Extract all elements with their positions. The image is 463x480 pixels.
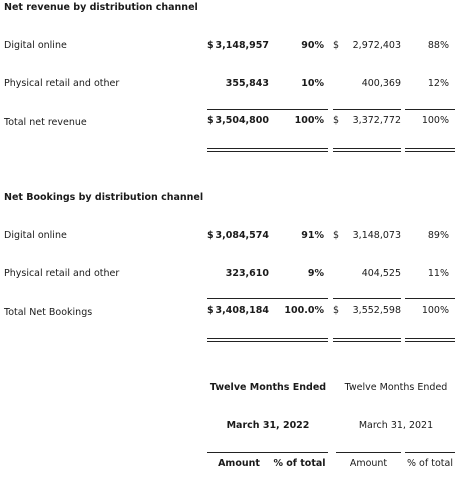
header-rule xyxy=(207,452,271,453)
revenue-total-amount-b: 3,372,772 xyxy=(352,115,401,126)
bookings-row-label: Physical retail and other xyxy=(4,268,120,279)
total-double-rule xyxy=(333,338,401,342)
bookings-total-amount-a: 3,408,184 xyxy=(215,305,269,316)
revenue-total-label: Total net revenue xyxy=(4,117,87,128)
amount-header-a: Amount xyxy=(218,458,260,469)
subtotal-rule xyxy=(207,109,271,110)
bookings-row-pct-a: 91% xyxy=(301,230,324,241)
revenue-row-amount-b: 2,972,403 xyxy=(352,40,401,51)
bookings-row-pct-a: 9% xyxy=(307,268,324,279)
bookings-total-amount-b: 3,552,598 xyxy=(352,305,401,316)
subtotal-rule xyxy=(333,298,401,299)
bookings-row-amount-b: 404,525 xyxy=(361,268,401,279)
revenue-row-pct-b: 88% xyxy=(427,40,449,51)
total-double-rule xyxy=(405,338,455,342)
total-double-rule xyxy=(271,148,328,152)
total-double-rule xyxy=(207,148,271,152)
subtotal-rule xyxy=(271,298,328,299)
revenue-heading: Net revenue by distribution channel xyxy=(4,2,198,13)
revenue-row-pct-b: 12% xyxy=(427,78,449,89)
bookings-row-label: Digital online xyxy=(4,230,67,241)
bookings-total-pct-a: 100.0% xyxy=(284,305,324,316)
bookings-row-currency-b: $ xyxy=(333,230,340,241)
revenue-total-currency-b: $ xyxy=(333,115,340,126)
total-double-rule xyxy=(207,338,271,342)
bookings-row-pct-b: 89% xyxy=(427,230,449,241)
bookings-row-amount-b: 3,148,073 xyxy=(352,230,401,241)
header-rule xyxy=(271,452,328,453)
header-rule xyxy=(405,452,455,453)
subtotal-rule xyxy=(405,298,455,299)
amount-header-b: Amount xyxy=(349,458,388,469)
subtotal-rule xyxy=(405,109,455,110)
revenue-row-amount-a: 3,148,957 xyxy=(215,40,269,51)
revenue-total-amount-a: 3,504,800 xyxy=(215,115,269,126)
subtotal-rule xyxy=(271,109,328,110)
period-header-a: Twelve Months Ended xyxy=(209,382,327,393)
revenue-total-pct-b: 100% xyxy=(421,115,449,126)
bookings-total-currency-b: $ xyxy=(333,305,340,316)
header-rule xyxy=(336,452,401,453)
date-header-b: March 31, 2021 xyxy=(358,420,434,431)
revenue-row-amount-b: 400,369 xyxy=(361,78,401,89)
total-double-rule xyxy=(405,148,455,152)
bookings-row-amount-a: 323,610 xyxy=(225,268,269,279)
revenue-total-currency-a: $ xyxy=(207,115,214,126)
bookings-row-pct-b: 11% xyxy=(427,268,449,279)
revenue-row-currency-b: $ xyxy=(333,40,340,51)
revenue-row-pct-a: 90% xyxy=(301,40,324,51)
pct-header-a: % of total xyxy=(273,458,326,469)
revenue-row-label: Physical retail and other xyxy=(4,78,120,89)
bookings-total-pct-b: 100% xyxy=(421,305,449,316)
pct-header-b: % of total xyxy=(407,458,453,469)
bookings-total-label: Total Net Bookings xyxy=(4,307,93,318)
date-header-a: March 31, 2022 xyxy=(226,420,310,431)
revenue-row-amount-a: 355,843 xyxy=(225,78,269,89)
revenue-row-label: Digital online xyxy=(4,40,67,51)
subtotal-rule xyxy=(207,298,271,299)
bookings-row-amount-a: 3,084,574 xyxy=(215,230,269,241)
bookings-heading: Net Bookings by distribution channel xyxy=(4,192,204,203)
revenue-row-currency-a: $ xyxy=(207,40,214,51)
revenue-total-pct-a: 100% xyxy=(294,115,324,126)
total-double-rule xyxy=(271,338,328,342)
revenue-row-pct-a: 10% xyxy=(301,78,324,89)
bookings-total-currency-a: $ xyxy=(207,305,214,316)
subtotal-rule xyxy=(333,109,401,110)
total-double-rule xyxy=(333,148,401,152)
bookings-row-currency-a: $ xyxy=(207,230,214,241)
period-header-b: Twelve Months Ended xyxy=(344,382,448,393)
